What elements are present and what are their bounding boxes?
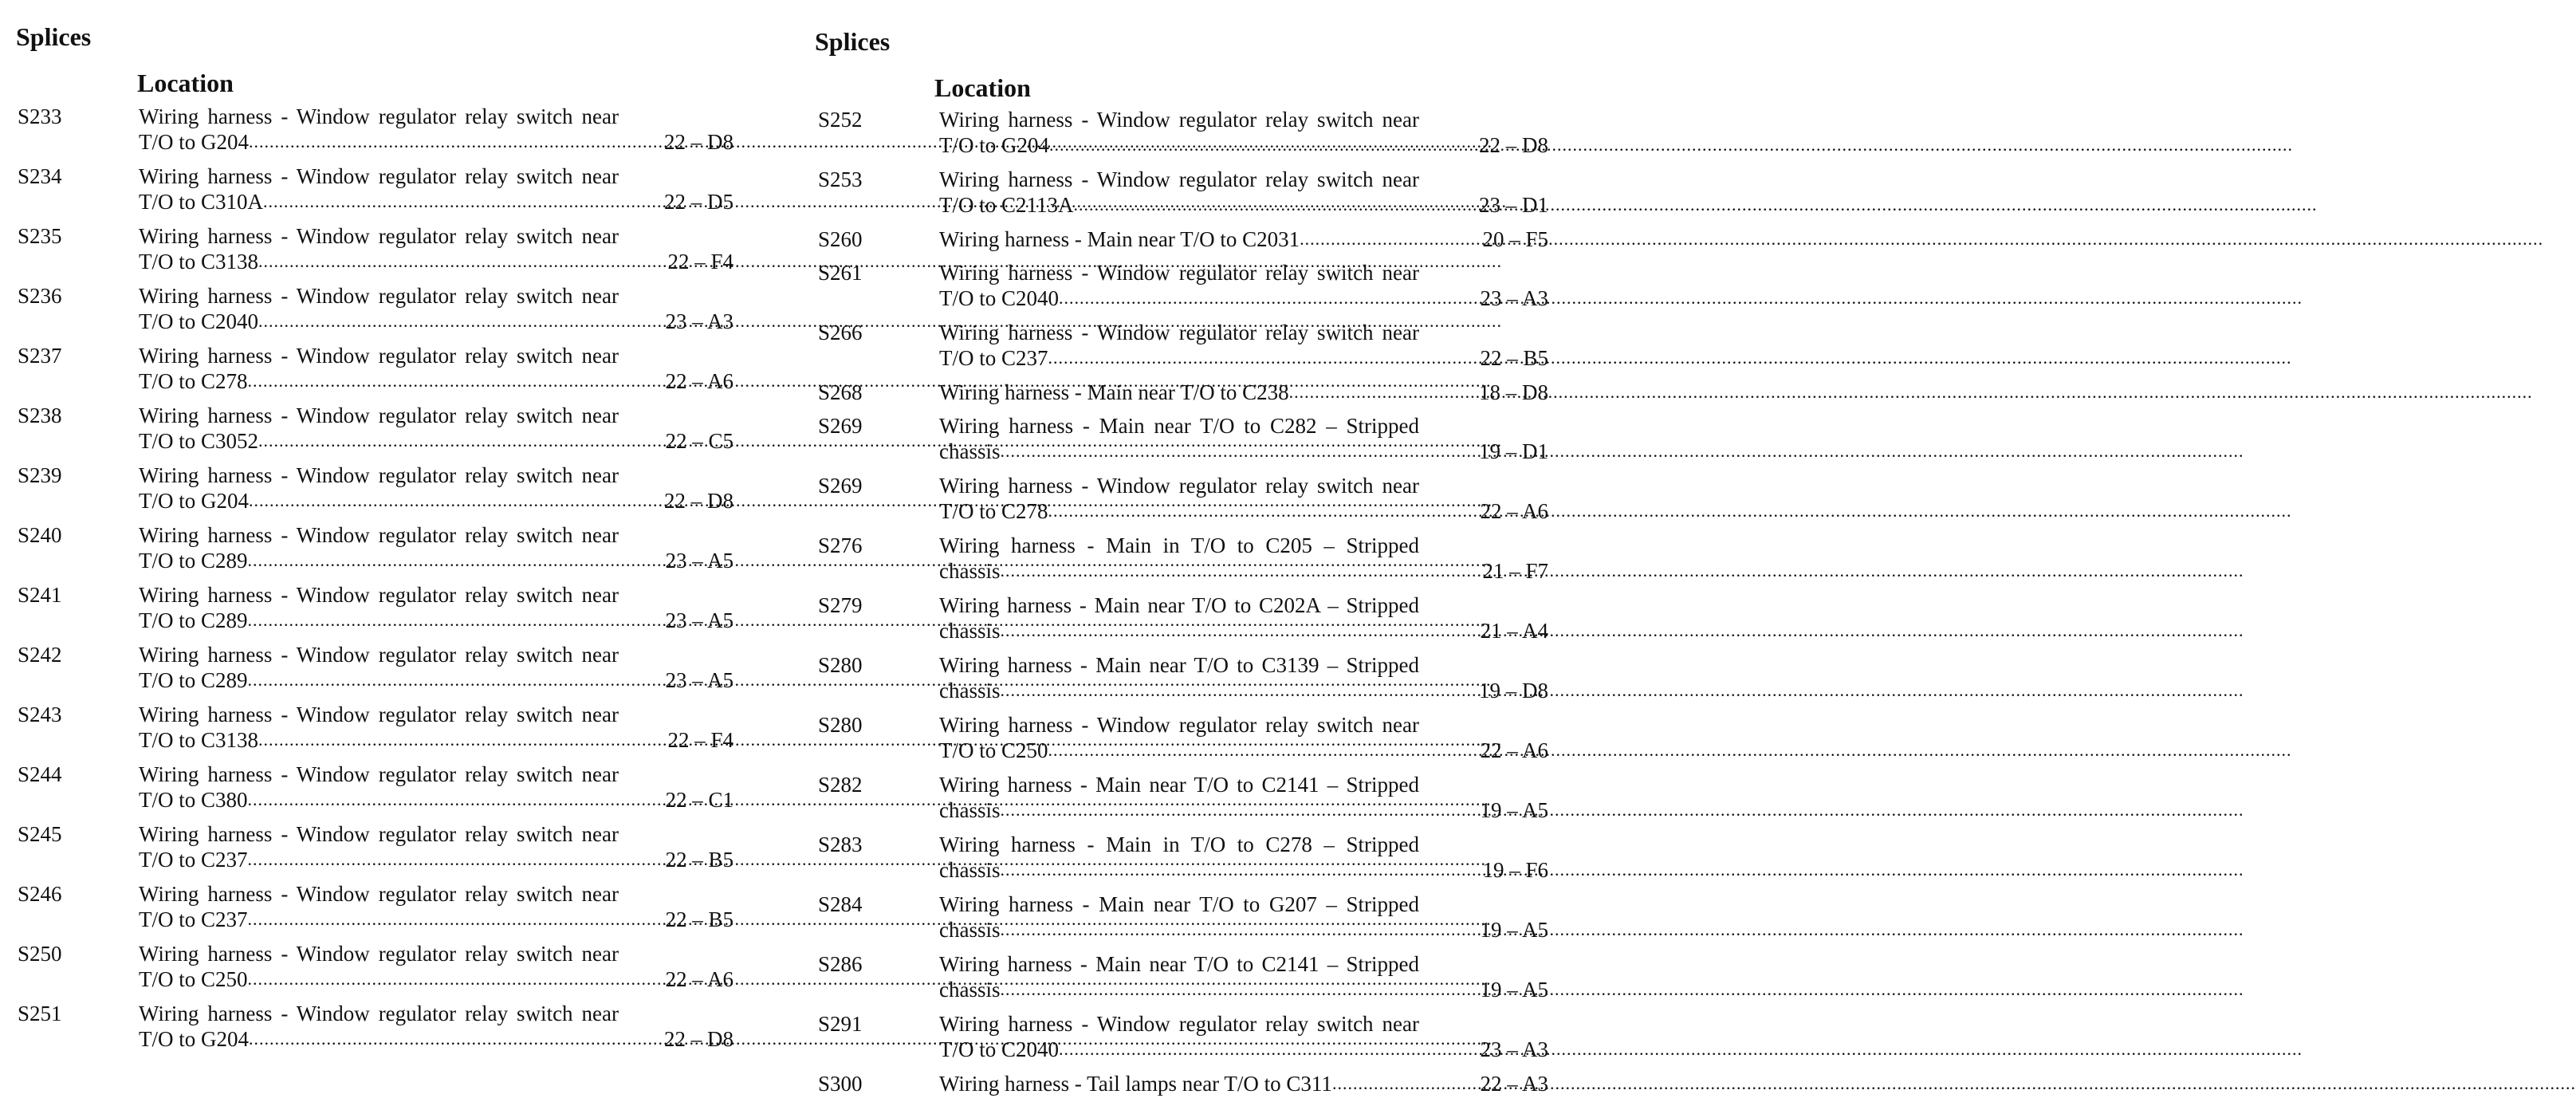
location-ref: 23 – A3 <box>665 309 733 333</box>
description-text: chassis <box>939 918 1001 942</box>
description-text: T/O to C289 <box>139 668 248 692</box>
description-text: chassis <box>939 559 1001 583</box>
splice-row <box>815 592 1580 652</box>
description-line-2 <box>939 977 1419 1002</box>
description-text: chassis <box>939 858 1001 882</box>
splice-id: S243 <box>18 703 62 726</box>
description-text: Wiring harness - Main near T/O to C238 <box>939 380 1289 404</box>
description-line-1: Wiring harness - Main near T/O to C3139 – Stripped <box>939 653 1419 677</box>
splice-description <box>139 522 619 573</box>
splice-row <box>815 167 1580 226</box>
splice-description <box>139 403 619 454</box>
description-line-2 <box>939 738 1419 763</box>
description-text: T/O to C3138 <box>139 728 259 752</box>
location-ref: 22 – B5 <box>665 848 733 872</box>
splice-row <box>0 821 765 881</box>
location-ref: 19 – A5 <box>1480 918 1548 942</box>
description-text: T/O to C237 <box>939 346 1048 370</box>
splice-id: S269 <box>818 414 863 438</box>
splice-id: S242 <box>18 643 62 667</box>
description-line-1: Wiring harness - Window regulator relay switch near <box>139 703 619 726</box>
description-line-2 <box>139 847 619 872</box>
splice-description <box>939 533 1419 584</box>
splice-id: S235 <box>18 224 62 248</box>
description-text: T/O to C237 <box>139 848 248 872</box>
splice-id: S269 <box>818 474 863 498</box>
description-text: T/O to C2040 <box>939 286 1060 310</box>
splice-description <box>139 343 619 394</box>
splice-row <box>815 712 1580 772</box>
splice-row <box>815 1071 1580 1104</box>
splice-description <box>139 702 619 753</box>
location-ref: 21 – F7 <box>1482 559 1548 583</box>
description-line-2 <box>139 667 619 693</box>
splice-id: S236 <box>18 284 62 308</box>
dot-leader <box>1001 558 2244 584</box>
description-line-2 <box>139 368 619 394</box>
location-ref: 23 – D1 <box>1479 193 1548 217</box>
dot-leader <box>1048 738 2292 763</box>
description-text: T/O to G204 <box>139 130 249 154</box>
description-line-1: Wiring harness - Main near T/O to C2141 – Stripped <box>939 773 1419 797</box>
splice-id: S233 <box>18 104 62 128</box>
splice-id: S291 <box>818 1012 863 1036</box>
splice-description <box>939 226 1419 252</box>
description-line-2 <box>939 1037 1419 1062</box>
splice-row <box>0 582 765 642</box>
location-header: Location <box>934 73 1031 102</box>
splice-row <box>815 107 1580 167</box>
description-line-1: Wiring harness - Window regulator relay switch near <box>939 713 1419 737</box>
splice-id: S246 <box>18 882 62 906</box>
splice-description <box>139 283 619 334</box>
location-ref: 22 – A3 <box>1480 1072 1548 1096</box>
splice-id: S250 <box>18 942 62 966</box>
splice-id: S266 <box>818 321 863 344</box>
description-line-1: Wiring harness - Window regulator relay switch near <box>139 942 619 966</box>
splice-description <box>939 772 1419 823</box>
splice-row <box>0 403 765 462</box>
dot-leader <box>1059 285 2303 311</box>
left-column <box>0 0 765 1110</box>
dot-leader <box>1048 498 2292 524</box>
description-line-1: Wiring harness - Window regulator relay switch near <box>139 463 619 487</box>
location-ref: 19 – A5 <box>1480 798 1548 822</box>
description-text: T/O to C2040 <box>939 1037 1060 1061</box>
description-line-1: Wiring harness - Window regulator relay switch near <box>139 104 619 128</box>
description-line-1: Wiring harness - Window regulator relay switch near <box>139 762 619 786</box>
description-line-2 <box>139 309 619 334</box>
description-line-1: Wiring harness - Main near T/O to G207 – Stripped <box>939 892 1419 916</box>
description-line-2 <box>939 797 1419 823</box>
splice-description <box>139 223 619 274</box>
splice-row <box>0 1001 765 1061</box>
description-line-2 <box>139 966 619 992</box>
description-line-1: Wiring harness - Window regulator relay switch near <box>139 822 619 846</box>
section-title: Splices <box>815 27 891 56</box>
dot-leader <box>1001 678 2244 703</box>
description-line-2 <box>939 192 1419 218</box>
splice-id: S280 <box>818 653 863 677</box>
splice-row <box>0 283 765 343</box>
splice-row <box>815 951 1580 1011</box>
section-title: Splices <box>16 22 92 51</box>
splice-row <box>0 163 765 223</box>
splice-row <box>815 832 1580 892</box>
splice-id: S244 <box>18 762 62 786</box>
location-ref: 22 – D8 <box>664 489 733 513</box>
splice-description <box>939 473 1419 524</box>
splice-description <box>939 167 1419 218</box>
description-line-1 <box>939 380 1419 405</box>
description-line-2 <box>139 428 619 454</box>
splice-row <box>815 413 1580 473</box>
description-text: Wiring harness - Tail lamps near T/O to C311 <box>939 1072 1332 1096</box>
splice-id: S276 <box>818 533 863 557</box>
description-line-2 <box>939 439 1419 464</box>
splice-description <box>139 462 619 514</box>
splice-list <box>815 107 1580 1104</box>
location-ref: 22 – F4 <box>667 728 733 752</box>
splice-id: S300 <box>818 1072 863 1096</box>
description-line-1: Wiring harness - Window regulator relay switch near <box>139 1002 619 1025</box>
splice-row <box>815 1011 1580 1071</box>
description-line-2 <box>939 917 1419 943</box>
description-line-1: Wiring harness - Main near T/O to C202A – Stripped <box>939 593 1419 617</box>
dot-leader <box>1001 917 2244 943</box>
location-ref: 23 – A5 <box>665 668 733 692</box>
splice-id: S237 <box>18 344 62 368</box>
dot-leader <box>1049 132 2293 158</box>
splice-id: S283 <box>818 832 863 856</box>
location-ref: 19 – D1 <box>1479 439 1548 463</box>
description-line-2 <box>939 132 1419 158</box>
description-line-2 <box>139 249 619 274</box>
description-line-1: Wiring harness - Main near T/O to C2141 – Stripped <box>939 952 1419 976</box>
location-ref: 22 – C1 <box>665 788 733 812</box>
splice-row <box>0 223 765 283</box>
description-line-2 <box>139 548 619 573</box>
splice-row <box>815 533 1580 592</box>
splice-row <box>0 343 765 403</box>
splice-description <box>939 1011 1419 1062</box>
splice-id: S241 <box>18 583 62 607</box>
location-header: Location <box>137 69 234 97</box>
description-text: chassis <box>939 978 1001 1002</box>
description-text: T/O to C250 <box>139 967 248 991</box>
description-line-1 <box>939 226 1419 252</box>
description-text: T/O to C2113A <box>939 193 1074 217</box>
location-ref: 20 – F5 <box>1482 227 1548 251</box>
splice-row <box>815 652 1580 712</box>
description-line-2 <box>139 787 619 813</box>
location-ref: 23 – A3 <box>1480 1037 1548 1061</box>
description-line-1: Wiring harness - Window regulator relay switch near <box>939 321 1419 344</box>
splice-id: S286 <box>818 952 863 976</box>
splice-id: S239 <box>18 463 62 487</box>
location-ref: 23 – A5 <box>665 549 733 573</box>
description-text: T/O to C289 <box>139 608 248 632</box>
description-line-1: Wiring harness - Window regulator relay switch near <box>139 224 619 248</box>
dot-leader <box>1001 977 2244 1002</box>
description-text: T/O to C310A <box>139 190 264 214</box>
splice-row <box>0 642 765 702</box>
description-line-1: Wiring harness - Window regulator relay switch near <box>139 583 619 607</box>
splice-description <box>939 712 1419 763</box>
splice-id: S251 <box>18 1002 62 1025</box>
description-line-2 <box>139 1026 619 1052</box>
right-column <box>815 0 1580 1110</box>
dot-leader <box>1001 797 2244 823</box>
description-text: Wiring harness - Main near T/O to C2031 <box>939 227 1300 251</box>
description-line-2 <box>139 189 619 215</box>
location-ref: 22 – A6 <box>665 369 733 393</box>
location-ref: 22 – B5 <box>665 907 733 931</box>
location-ref: 22 – D8 <box>1479 133 1548 157</box>
splice-id: S260 <box>818 227 863 251</box>
description-line-1: Wiring harness - Window regulator relay switch near <box>939 261 1419 285</box>
description-line-1: Wiring harness - Window regulator relay switch near <box>139 284 619 308</box>
location-ref: 23 – A5 <box>665 608 733 632</box>
description-line-2 <box>939 618 1419 644</box>
location-ref: 22 – C5 <box>665 429 733 453</box>
description-text: T/O to C278 <box>139 369 248 393</box>
location-ref: 22 – A6 <box>1480 738 1548 762</box>
location-ref: 19 – D8 <box>1479 679 1548 703</box>
description-line-2 <box>139 907 619 932</box>
splice-row <box>0 522 765 582</box>
splice-id: S253 <box>818 167 863 191</box>
splice-description <box>139 941 619 992</box>
splice-description <box>939 892 1419 943</box>
location-ref: 18 – D8 <box>1479 380 1548 404</box>
description-line-1: Wiring harness - Window regulator relay switch near <box>139 164 619 188</box>
splice-id: S284 <box>818 892 863 916</box>
splice-row <box>815 260 1580 320</box>
description-text: chassis <box>939 619 1001 643</box>
description-line-1: Wiring harness - Main in T/O to C205 – Stripped <box>939 533 1419 557</box>
description-text: T/O to C380 <box>139 788 248 812</box>
splice-row <box>0 881 765 941</box>
description-line-2 <box>939 498 1419 524</box>
dot-leader <box>1048 345 2292 371</box>
splice-row <box>815 772 1580 832</box>
splice-list <box>0 104 765 1061</box>
splice-description <box>939 832 1419 883</box>
description-text: T/O to C2040 <box>139 309 259 333</box>
splice-description <box>139 163 619 215</box>
splice-row <box>815 892 1580 951</box>
splice-description <box>939 413 1419 464</box>
splice-description <box>939 320 1419 371</box>
description-line-1: Wiring harness - Window regulator relay switch near <box>939 167 1419 191</box>
dot-leader <box>1059 1037 2303 1062</box>
description-line-2 <box>139 488 619 514</box>
description-text: T/O to C289 <box>139 549 248 573</box>
description-line-1: Wiring harness - Window regulator relay switch near <box>939 108 1419 132</box>
splice-id: S238 <box>18 403 62 427</box>
location-ref: 22 – A6 <box>665 967 733 991</box>
description-line-1: Wiring harness - Window regulator relay switch near <box>139 344 619 368</box>
description-line-1: Wiring harness - Window regulator relay switch near <box>939 1012 1419 1036</box>
description-line-1: Wiring harness - Window regulator relay switch near <box>939 474 1419 498</box>
splice-row <box>815 380 1580 413</box>
description-text: chassis <box>939 439 1001 463</box>
description-line-2 <box>939 285 1419 311</box>
description-line-1: Wiring harness - Window regulator relay switch near <box>139 403 619 427</box>
splice-id: S268 <box>818 380 863 404</box>
splice-row <box>0 941 765 1001</box>
splice-description <box>139 582 619 633</box>
description-text: T/O to C237 <box>139 907 248 931</box>
splice-description <box>139 762 619 813</box>
splice-description <box>139 821 619 872</box>
splice-id: S234 <box>18 164 62 188</box>
splice-description <box>939 380 1419 405</box>
splice-description <box>139 1001 619 1052</box>
description-line-2 <box>939 678 1419 703</box>
splice-description <box>139 642 619 693</box>
location-ref: 23 – A3 <box>1480 286 1548 310</box>
splice-id: S261 <box>818 261 863 285</box>
description-line-1 <box>939 1071 1419 1096</box>
splice-row <box>815 226 1580 260</box>
description-text: T/O to C250 <box>939 738 1048 762</box>
description-text: chassis <box>939 798 1001 822</box>
location-ref: 22 – B5 <box>1480 346 1548 370</box>
dot-leader <box>1001 618 2244 644</box>
description-line-2 <box>139 727 619 753</box>
description-line-1: Wiring harness - Window regulator relay switch near <box>139 523 619 547</box>
description-text: T/O to C278 <box>939 499 1048 523</box>
splice-description <box>939 951 1419 1002</box>
description-text: T/O to C3138 <box>139 250 259 274</box>
splice-description <box>939 652 1419 703</box>
description-line-2 <box>939 558 1419 584</box>
dot-leader <box>1001 439 2244 464</box>
description-line-2 <box>939 857 1419 883</box>
dot-leader <box>1074 192 2318 218</box>
location-ref: 19 – A5 <box>1480 978 1548 1002</box>
location-ref: 21 – A4 <box>1480 619 1548 643</box>
splice-description <box>939 107 1419 158</box>
splice-description <box>939 260 1419 311</box>
description-line-2 <box>939 345 1419 371</box>
description-text: T/O to G204 <box>939 133 1049 157</box>
splice-description <box>139 104 619 155</box>
splice-id: S252 <box>818 108 863 132</box>
splice-description <box>939 592 1419 644</box>
description-text: T/O to G204 <box>139 489 249 513</box>
splice-row <box>0 104 765 163</box>
splice-row <box>0 462 765 522</box>
splice-id: S279 <box>818 593 863 617</box>
description-text: T/O to G204 <box>139 1027 249 1051</box>
description-text: T/O to C3052 <box>139 429 259 453</box>
description-line-1: Wiring harness - Window regulator relay switch near <box>139 882 619 906</box>
location-ref: 22 – D8 <box>664 1027 733 1051</box>
splice-row <box>815 320 1580 380</box>
description-text: chassis <box>939 679 1001 703</box>
splice-row <box>0 762 765 821</box>
splice-description <box>939 1071 1419 1096</box>
dot-leader <box>1001 857 2244 883</box>
location-ref: 22 – F4 <box>667 250 733 274</box>
splice-id: S282 <box>818 773 863 797</box>
splice-id: S245 <box>18 822 62 846</box>
splice-id: S280 <box>818 713 863 737</box>
splice-row <box>815 473 1580 533</box>
location-ref: 22 – A6 <box>1480 499 1548 523</box>
description-line-2 <box>139 608 619 633</box>
location-ref: 22 – D8 <box>664 130 733 154</box>
splice-row <box>0 702 765 762</box>
splice-id: S240 <box>18 523 62 547</box>
location-ref: 22 – D5 <box>664 190 733 214</box>
description-line-1: Wiring harness - Window regulator relay switch near <box>139 643 619 667</box>
description-line-2 <box>139 129 619 155</box>
splice-description <box>139 881 619 932</box>
description-line-1: Wiring harness - Main near T/O to C282 – Stripped <box>939 414 1419 438</box>
description-line-1: Wiring harness - Main in T/O to C278 – Stripped <box>939 832 1419 856</box>
location-ref: 19 – F6 <box>1482 858 1548 882</box>
